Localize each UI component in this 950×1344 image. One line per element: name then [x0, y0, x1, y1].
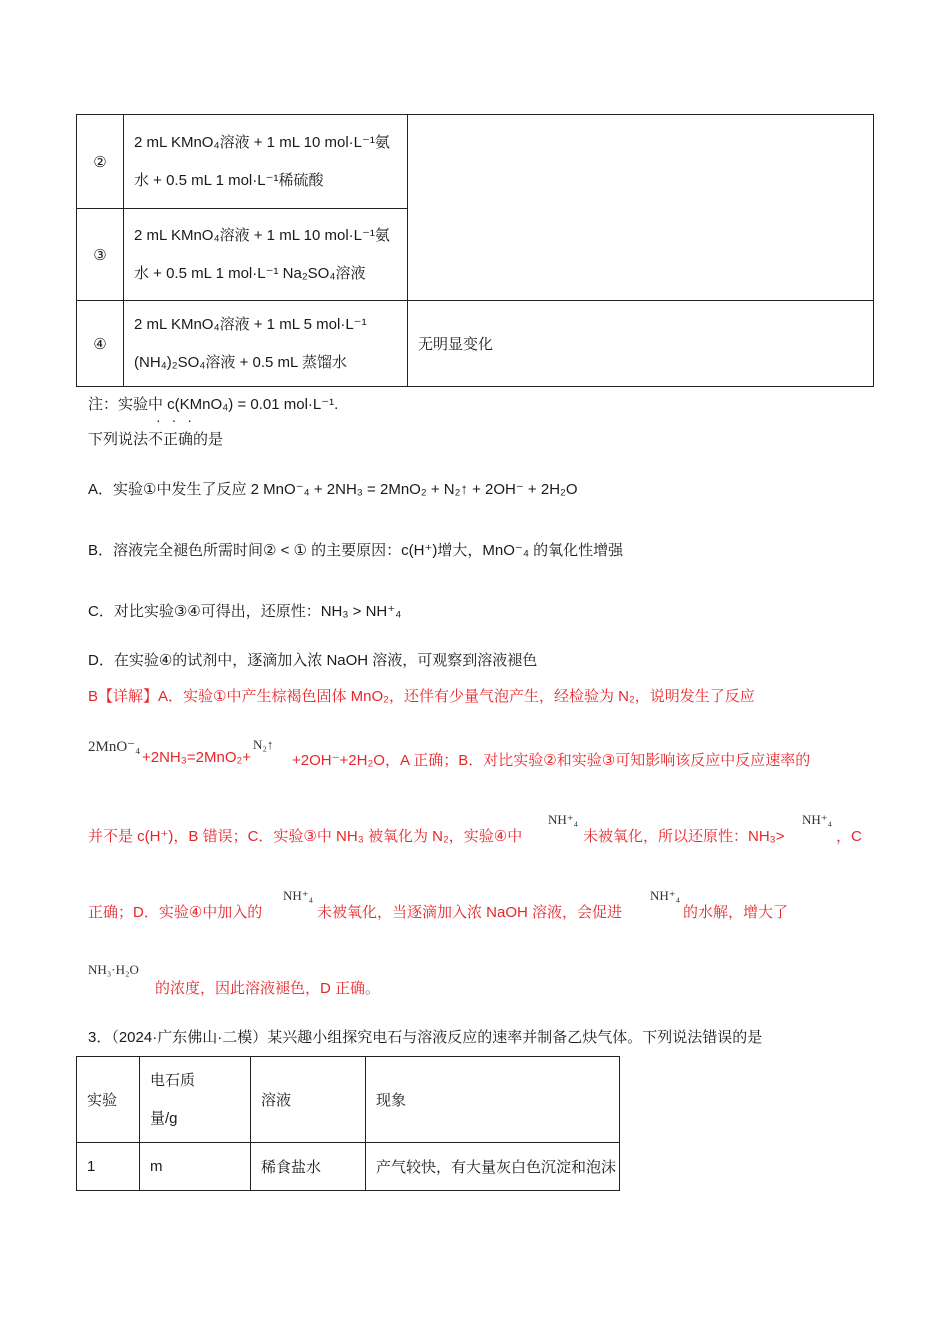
row-number: ④ — [77, 301, 124, 387]
reagent-line: 水 + 0.5 mL 1 mol·L⁻¹ Na₂SO₄溶液 — [134, 264, 366, 282]
header-cell: 现象 — [366, 1057, 620, 1143]
experiment-table — [76, 114, 874, 387]
option-d: D．在实验④的试剂中，逐滴加入浓 NaOH 溶液，可观察到溶液褪色 — [88, 652, 538, 669]
answer-text: ，C — [836, 828, 862, 845]
note: 注：实验中 c(KMnO₄) = 0.01 mol·L⁻¹. — [88, 396, 339, 413]
row-number: ③ — [77, 209, 124, 301]
answer-text: 的水解，增大了 — [683, 904, 789, 921]
formula-nh3h2o: NH₃·H₂O — [88, 962, 139, 977]
header-cell: 实验 — [77, 1057, 140, 1143]
formula-n2: N₂↑ — [253, 737, 274, 752]
reagent-line: (NH₄)₂SO₄溶液 + 0.5 mL 蒸馏水 — [134, 353, 347, 371]
table-cell: 1 — [77, 1143, 140, 1191]
option-c: C．对比实验③④可得出，还原性：NH₃ > NH⁺₄ — [88, 603, 402, 620]
row-number: ② — [77, 115, 124, 209]
answer-line-1: B【详解】A．实验①中产生棕褐色固体 MnO₂，还伴有少量气泡产生，经检验为 N₂，说明发生了反应 — [88, 688, 755, 705]
option-a: A．实验①中发生了反应 2 MnO⁻₄ + 2NH₃ = 2MnO₂ + N₂↑ + 2OH⁻ + 2H₂O — [88, 481, 578, 498]
reagent-line: 2 mL KMnO₄溶液 + 1 mL 10 mol·L⁻¹氨 — [134, 133, 390, 151]
question-stem: 下列说法不正确的是 — [88, 431, 224, 448]
q3-table — [76, 1056, 620, 1191]
reagent-cell — [124, 209, 408, 301]
result-cell: 无明显变化 — [408, 301, 874, 387]
answer-text: 未被氧化，当逐滴加入浓 NaOH 溶液，会促进 — [317, 904, 623, 921]
formula-nh4: NH⁺₄ — [548, 812, 579, 827]
answer-text: +2NH₃=2MnO₂+ — [142, 749, 252, 766]
header-cell: 溶液 — [251, 1057, 366, 1143]
answer-text: 的浓度，因此溶液褪色，D 正确。 — [155, 980, 381, 997]
formula-nh4: NH⁺₄ — [802, 812, 833, 827]
reagent-cell — [124, 115, 408, 209]
header-cell: 电石质量/g — [140, 1057, 251, 1143]
table-cell: 稀食盐水 — [251, 1143, 366, 1191]
reagent-line: 2 mL KMnO₄溶液 + 1 mL 10 mol·L⁻¹氨 — [134, 226, 390, 244]
answer-text: +2OH⁻+2H₂O，A 正确；B．对比实验②和实验③可知影响该反应中反应速率的 — [292, 752, 811, 769]
reagent-line: 2 mL KMnO₄溶液 + 1 mL 5 mol·L⁻¹ — [134, 315, 367, 333]
reagent-cell — [124, 301, 408, 387]
formula-nh4: NH⁺₄ — [283, 888, 314, 903]
table-cell: m — [140, 1143, 251, 1191]
reagent-line: 水 + 0.5 mL 1 mol·L⁻¹稀硫酸 — [134, 171, 324, 189]
answer-text: 未被氧化，所以还原性：NH₃> — [583, 828, 785, 845]
answer-text: 正确；D．实验④中加入的 — [88, 904, 263, 921]
result-cell — [408, 115, 874, 301]
table-cell: 产气较快，有大量灰白色沉淀和泡沫 — [366, 1143, 620, 1191]
formula-nh4: NH⁺₄ — [650, 888, 681, 903]
formula-mno4: 2MnO⁻₄ — [88, 739, 141, 755]
answer-text: 并不是 c(H⁺)，B 错误；C．实验③中 NH₃ 被氧化为 N₂，实验④中 — [88, 828, 523, 845]
question-3: 3．（2024·广东佛山·二模）某兴趣小组探究电石与溶液反应的速率并制备乙炔气体。下列说法错误的是 — [88, 1029, 763, 1046]
emphasis-dots: ··· — [156, 412, 203, 428]
option-b: B．溶液完全褪色所需时间② < ① 的主要原因：c(H⁺)增大，MnO⁻₄ 的氧化性增强 — [88, 542, 624, 559]
